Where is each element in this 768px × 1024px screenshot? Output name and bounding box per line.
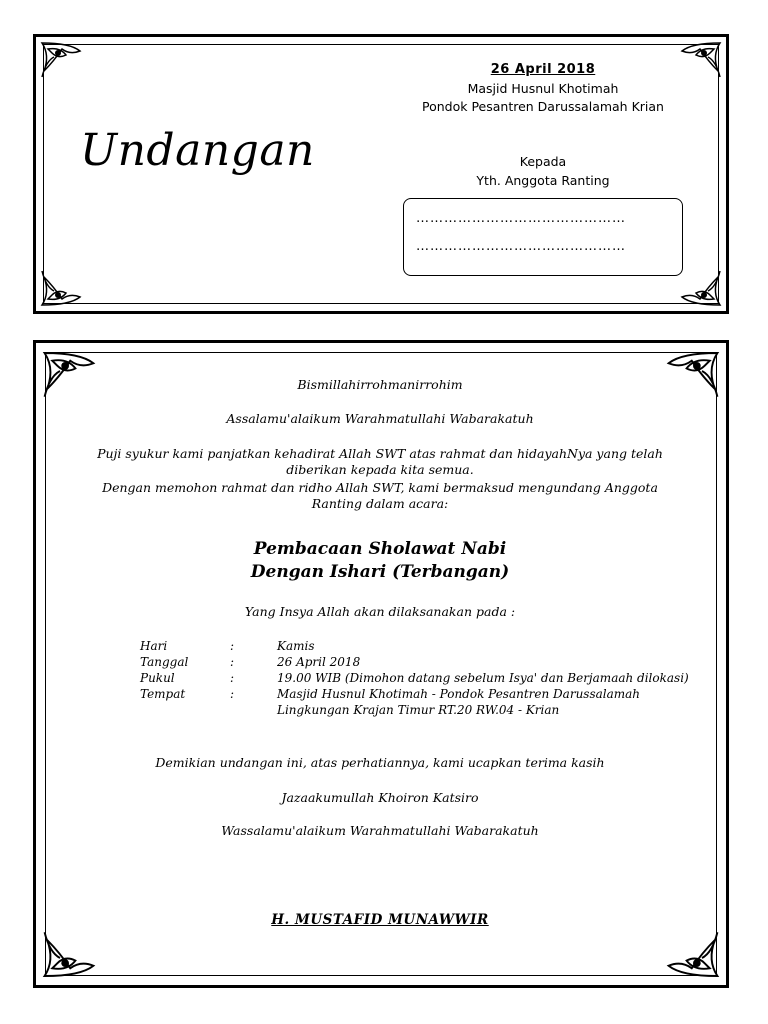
cover-title: Undangan <box>80 125 315 176</box>
bismillah-text: Bismillahirrohmanirrohim <box>297 377 463 392</box>
event-title <box>80 538 680 584</box>
detail-label: Pukul <box>140 671 175 685</box>
invitation-paragraph: Dengan memohon rahmat dan ridho Allah SWT, kami bermaksud mengundang Anggota Ranting dalam acara: <box>102 480 658 511</box>
detail-value: 19.00 WIB (Dimohon datang sebelum Isya' dan Berjamaah dilokasi) <box>277 671 689 685</box>
closing-paragraph: Demikian undangan ini, atas perhatiannya, kami ucapkan terima kasih <box>155 755 605 770</box>
cover-date: 26 April 2018 <box>490 62 596 77</box>
detail-value-line-2: Lingkungan Krajan Timur RT.20 RW.04 - Krian <box>277 703 560 717</box>
detail-value: Kamis <box>277 639 315 653</box>
ornament-corner-icon <box>40 41 110 101</box>
invitation-letter-card <box>33 340 729 988</box>
address-box <box>403 198 683 276</box>
gratitude-paragraph: Puji syukur kami panjatkan kehadirat Allah SWT atas rahmat dan hidayahNya yang telah diberikan kepada kita semua. <box>97 446 663 477</box>
detail-colon: : <box>230 655 235 669</box>
detail-colon: : <box>230 639 235 653</box>
detail-colon: : <box>230 671 235 685</box>
detail-value: Masjid Husnul Khotimah - Pondok Pesantren Darussalamah <box>277 687 641 701</box>
event-title-line-2: Dengan Ishari (Terbangan) <box>250 562 510 582</box>
event-title-line-1: Pembacaan Sholawat Nabi <box>253 539 507 559</box>
detail-label: Hari <box>140 639 168 653</box>
signature-name: H. MUSTAFID MUNAWWIR <box>271 912 489 928</box>
cover-venue: Masjid Husnul Khotimah <box>467 81 619 96</box>
schedule-intro: Yang Insya Allah akan dilaksanakan pada : <box>244 604 516 619</box>
ornament-corner-icon <box>40 247 110 307</box>
cover-pesantren: Pondok Pesantren Darussalamah Krian <box>422 99 664 114</box>
detail-label: Tempat <box>140 687 186 701</box>
cover-recipient: Yth. Anggota Ranting <box>476 173 610 188</box>
opening-greeting: Assalamu'alaikum Warahmatullahi Wabarakatuh <box>226 411 534 426</box>
detail-colon: : <box>230 687 235 701</box>
closing-greeting: Wassalamu'alaikum Warahmatullahi Wabarakatuh <box>221 823 539 838</box>
detail-value: 26 April 2018 <box>277 655 361 669</box>
detail-label: Tanggal <box>140 655 189 669</box>
cover-to-label: Kepada <box>519 154 567 169</box>
address-line-1: ……………………………………… <box>416 211 626 226</box>
address-line-2: ……………………………………… <box>416 239 626 254</box>
prayer-text: Jazaakumullah Khoiron Katsiro <box>281 790 479 805</box>
